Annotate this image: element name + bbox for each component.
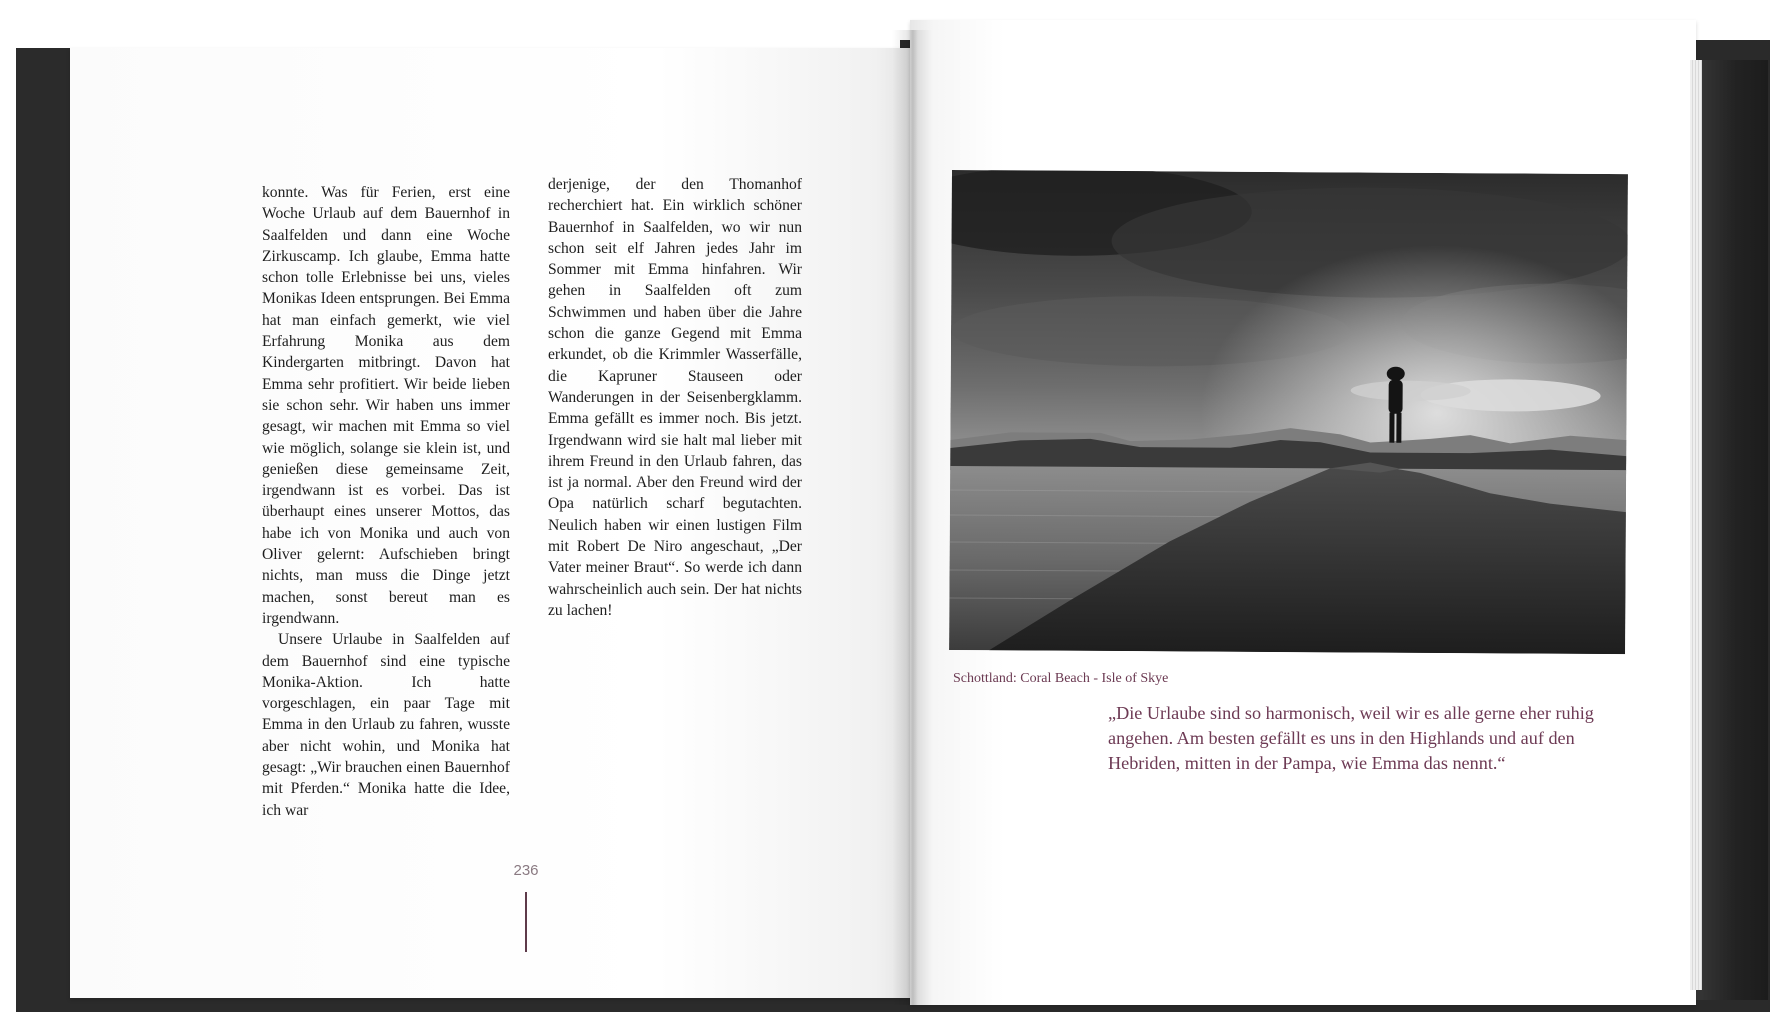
paragraph: konnte. Was für Ferien, erst eine Woche Urlaub auf dem Bauernhof in Saalfelden und dann eine Woche Zirkuscamp. Ich glaube, Emma hatte schon tolle Erlebnisse bei uns, vieles Monikas Ideen entsprungen. Bei Emma hat man einfach gemerkt, wie viel Erfahrung Monika aus dem Kindergarten mitbringt. Davon hat Emma sehr profitiert. Wir beide lieben sie schon sehr. Wir haben uns immer gesagt, wir machen mit Emma so viel wie möglich, solange sie klein ist, und genießen diese gemeinsame Zeit, irgendwann ist es vorbei. Das ist überhaupt eines unserer Mottos, das habe ich von Monika und auch von Oliver gelernt: Aufschieben bringt nichts, man muss die Dinge jetzt machen, sonst bereut man es irgendwann. <box>262 184 510 627</box>
landscape-photo <box>949 170 1628 654</box>
page-stack-edge <box>1690 60 1702 990</box>
pull-quote: „Die Urlaube sind so harmonisch, weil wir es alle gerne eher ruhig angehen. Am besten gefällt es uns in den Highlands und auf den Hebriden, mitten in der Pampa, wie Emma das nennt.“ <box>1108 703 1594 773</box>
text-column-1 <box>262 182 510 821</box>
text-column-2 <box>548 174 802 621</box>
page-number: 236 <box>513 862 539 879</box>
photo-caption: Schottland: Coral Beach - Isle of Skye <box>953 671 1169 686</box>
book-gutter <box>892 30 932 1005</box>
paragraph: derjenige, der den Thomanhof recherchiert hat. Ein wirklich schöner Bauernhof in Saalfelden, wo wir nun schon seit elf Jahren jedes Jahr im Sommer mit Emma hinfahren. Wir gehen in Saalfelden oft zum Schwimmen und haben über die Jahre schon die ganze Gegend mit Emma erkundet, ob die Krimmler Wasserfälle, die Kapruner Stauseen oder Wanderungen in der Seisenbergklamm. Emma gefällt es immer noch. Bis jetzt. Irgendwann wird sie halt mal lieber mit ihrem Freund in den Urlaub fahren, das ist ja normal. Aber den Freund wird der Opa natürlich scharf begutachten. Neulich haben wir einen lustigen Film mit Robert De Niro angeschaut, „Der Vater meiner Braut“. So werde ich dann wahrscheinlich auch sein. Der hat nichts zu lachen! <box>548 176 802 619</box>
photo-image <box>949 170 1628 654</box>
paragraph: Unsere Urlaube in Saalfelden auf dem Bauernhof sind eine typische Monika-Aktion. Ich hatte vorgeschlagen, ein paar Tage mit Emma in den Urlaub zu fahren, wusste aber nicht wohin, und Monika hat gesagt: „Wir brauchen einen Bauernhof mit Pferden.“ Monika hatte die Idee, ich war <box>262 631 510 819</box>
page-number-rule <box>525 892 527 952</box>
